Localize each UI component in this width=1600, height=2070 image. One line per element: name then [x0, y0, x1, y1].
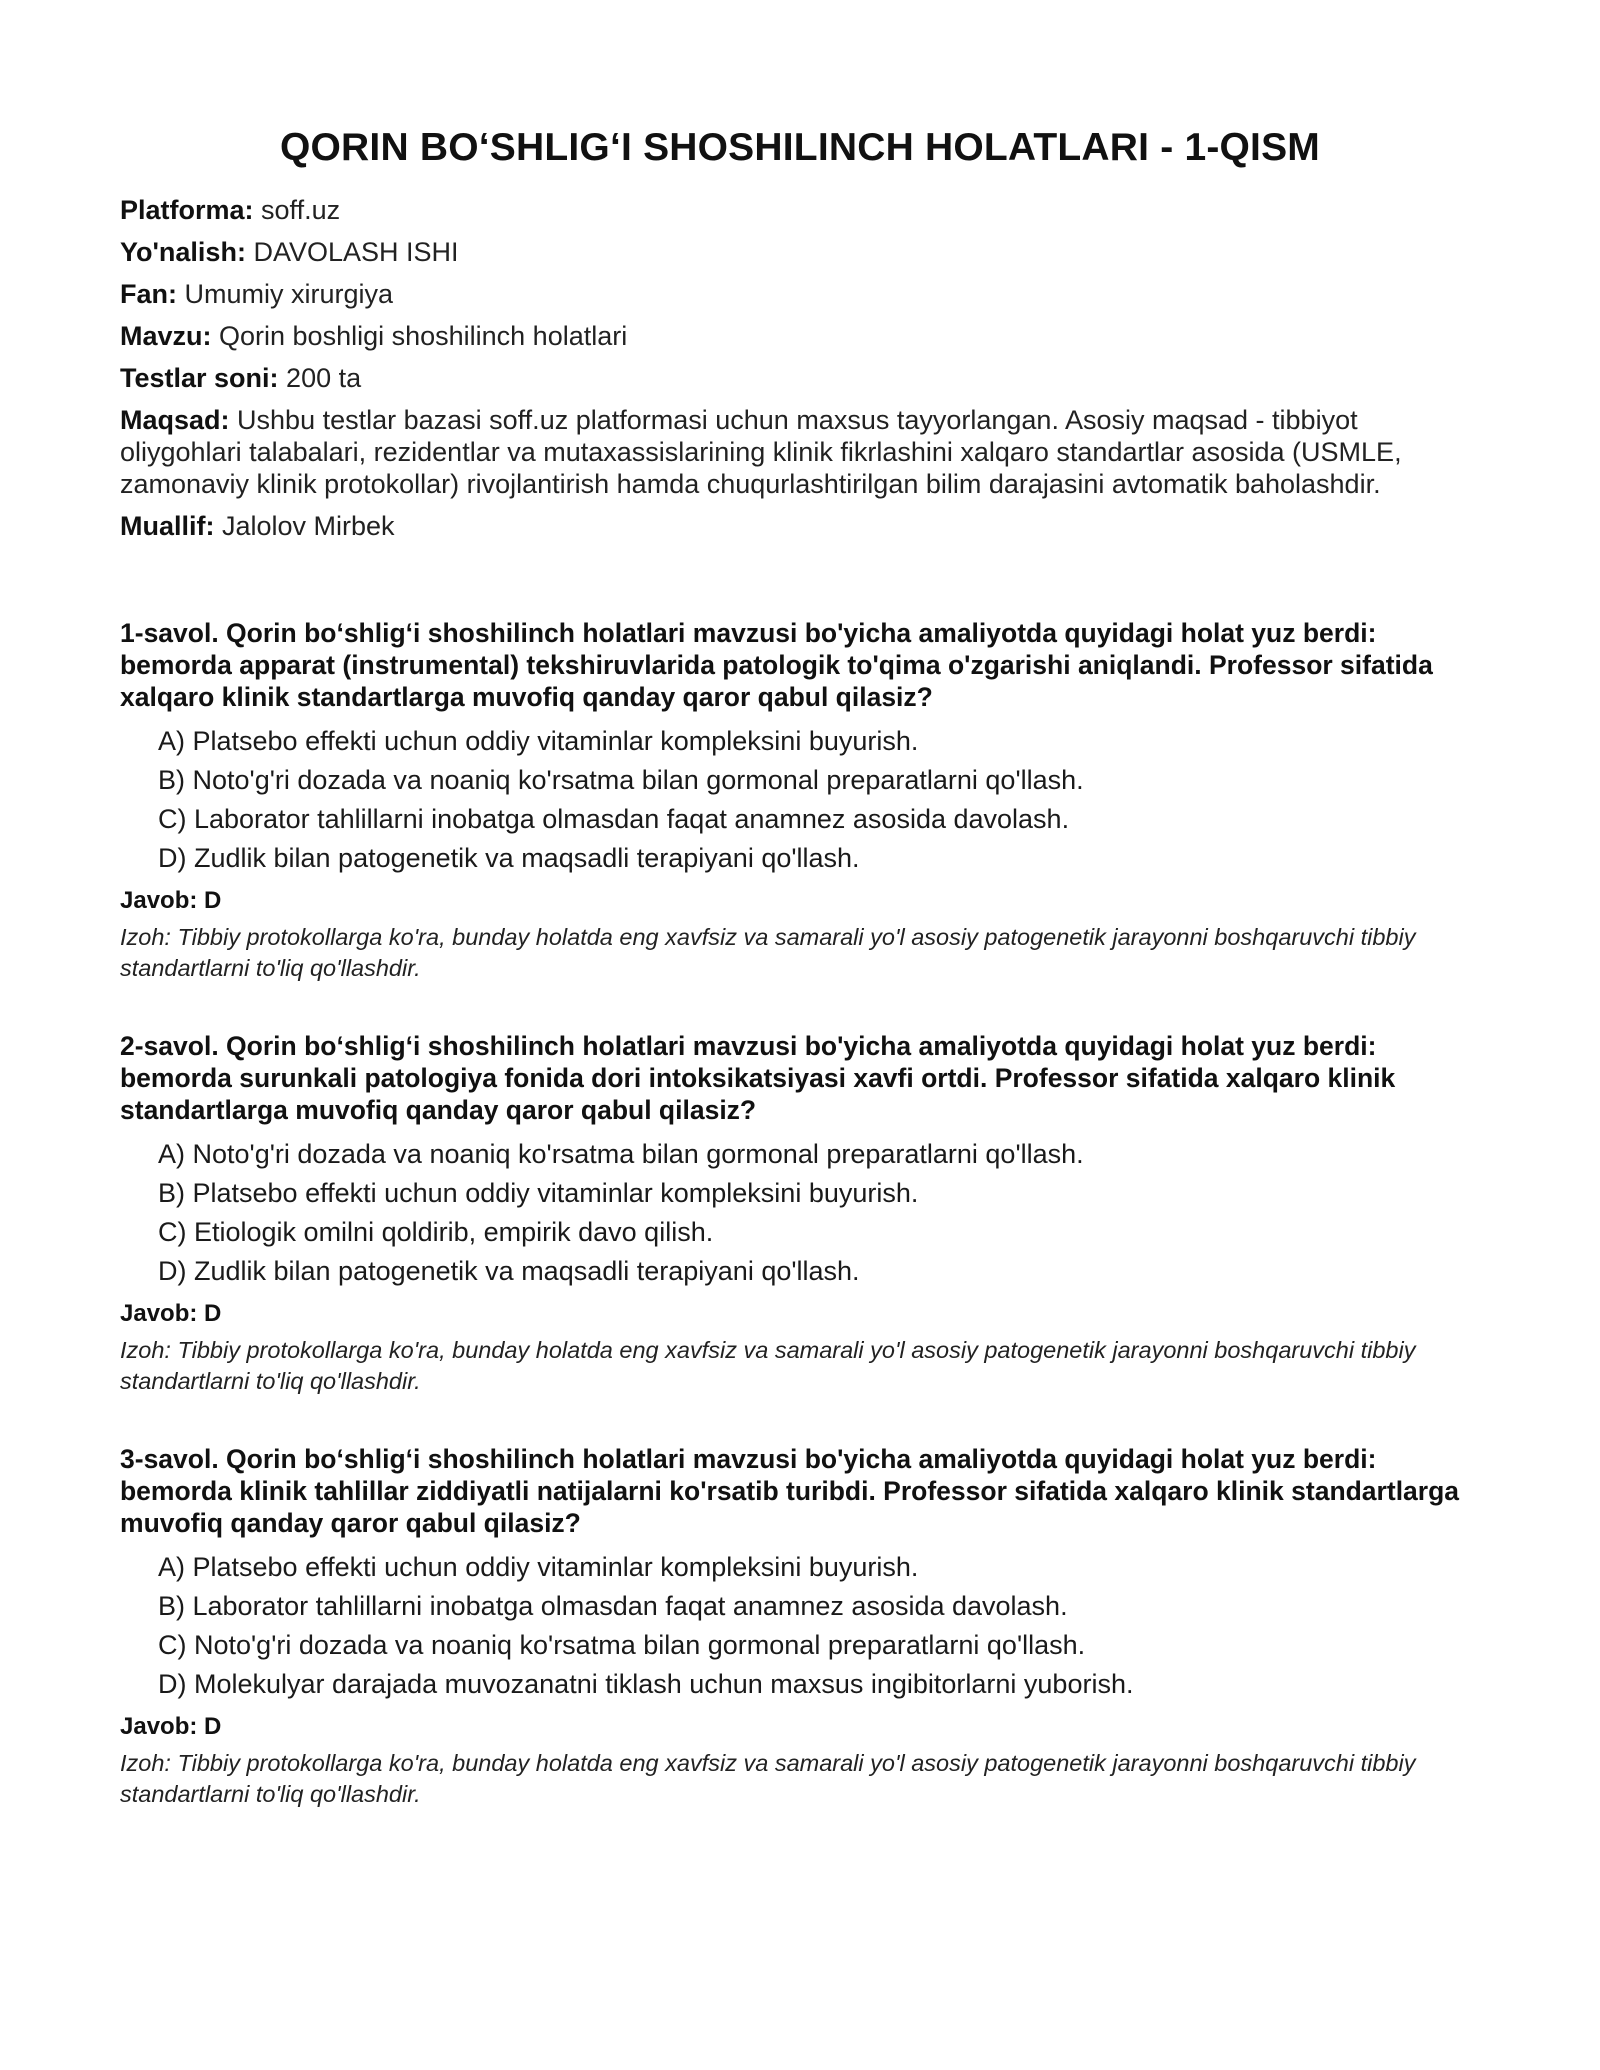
meta-direction — [120, 236, 1480, 268]
meta-author — [120, 510, 1480, 542]
answer-explanation: Izoh: Tibbiy protokollarga ko'ra, bunday holatda eng xavfsiz va samarali yo'l asosiy patogenetik jarayonni boshqaruvchi tibbiy standartlarni to'liq qo'llashdir. — [120, 1337, 1416, 1394]
correct-answer: Javob: D — [120, 1713, 222, 1740]
option-d: D) Zudlik bilan patogenetik va maqsadli terapiyani qo'llash. — [158, 843, 860, 873]
meta-test-count — [120, 362, 1480, 394]
meta-platform — [120, 194, 1480, 226]
meta-label: Maqsad: — [120, 405, 230, 435]
option-d: D) Zudlik bilan patogenetik va maqsadli terapiyani qo'llash. — [158, 1256, 860, 1286]
meta-purpose — [120, 404, 1480, 500]
meta-label: Testlar soni: — [120, 363, 279, 393]
question-item — [120, 617, 1480, 984]
question-item — [120, 1443, 1480, 1810]
answer-options — [120, 725, 1480, 874]
option-b: B) Platsebo effekti uchun oddiy vitaminlar kompleksini buyurish. — [158, 1178, 919, 1208]
question-text: 2-savol. Qorin bo‘shlig‘i shoshilinch holatlari mavzusi bo'yicha amaliyotda quyidagi holat yuz berdi: bemorda surunkali patologiya fonida dori intoksikatsiyasi xavfi ortdi. Professor sifatida xalqaro klinik standartlarga muvofiq qanday qaror qabul qilasiz? — [120, 1031, 1396, 1125]
meta-value: soff.uz — [253, 195, 341, 225]
option-c: C) Etiologik omilni qoldirib, empirik davo qilish. — [158, 1217, 714, 1247]
meta-label: Fan: — [120, 279, 177, 309]
meta-value: 200 ta — [278, 363, 362, 393]
meta-topic — [120, 320, 1480, 352]
question-text: 3-savol. Qorin bo‘shlig‘i shoshilinch holatlari mavzusi bo'yicha amaliyotda quyidagi holat yuz berdi: bemorda klinik tahlillar ziddiyatli natijalarni ko'rsatib turibdi. Professor sifatida xalqaro klinik standartlarga muvofiq qanday qaror qabul qilasiz? — [120, 1444, 1460, 1538]
meta-value: Qorin boshligi shoshilinch holatlari — [211, 321, 628, 351]
answer-options — [120, 1551, 1480, 1700]
meta-value: Ushbu testlar bazasi soff.uz platformasi uchun maxsus tayyorlangan. Asosiy maqsad - tibbiyot oliygohlari talabalari, rezidentlar va mutaxassislarining klinik fikrlashini xalqaro standartlar asosida (USMLE, zamonaviy klinik protokollar) rivojlantirish hamda chuqurlashtirilgan bilim darajasini avtomatik baholashdir. — [120, 405, 1402, 499]
option-a: A) Platsebo effekti uchun oddiy vitaminlar kompleksini buyurish. — [158, 726, 919, 756]
document-meta — [120, 194, 1480, 542]
option-b: B) Laborator tahlillarni inobatga olmasdan faqat anamnez asosida davolash. — [158, 1591, 1068, 1621]
meta-value: DAVOLASH ISHI — [245, 237, 459, 267]
option-c: C) Noto'g'ri dozada va noaniq ko'rsatma bilan gormonal preparatlarni qo'llash. — [158, 1630, 1086, 1660]
answer-explanation: Izoh: Tibbiy protokollarga ko'ra, bunday holatda eng xavfsiz va samarali yo'l asosiy patogenetik jarayonni boshqaruvchi tibbiy standartlarni to'liq qo'llashdir. — [120, 1750, 1416, 1807]
meta-label: Mavzu: — [120, 321, 212, 351]
question-text: 1-savol. Qorin bo‘shlig‘i shoshilinch holatlari mavzusi bo'yicha amaliyotda quyidagi holat yuz berdi: bemorda apparat (instrumental) tekshiruvlarida patologik to'qima o'zgarishi aniqlandi. Professor sifatida xalqaro klinik standartlarga muvofiq qanday qaror qabul qilasiz? — [120, 618, 1433, 712]
meta-label: Platforma: — [120, 195, 254, 225]
option-b: B) Noto'g'ri dozada va noaniq ko'rsatma bilan gormonal preparatlarni qo'llash. — [158, 765, 1084, 795]
option-a: A) Noto'g'ri dozada va noaniq ko'rsatma bilan gormonal preparatlarni qo'llash. — [158, 1139, 1084, 1169]
document-title: QORIN BO‘SHLIG‘I SHOSHILINCH HOLATLARI - 1-QISM — [279, 126, 1320, 169]
question-list — [120, 617, 1480, 1810]
meta-subject — [120, 278, 1480, 310]
meta-value: Jalolov Mirbek — [214, 511, 395, 541]
option-c: C) Laborator tahlillarni inobatga olmasdan faqat anamnez asosida davolash. — [158, 804, 1070, 834]
option-d: D) Molekulyar darajada muvozanatni tiklash uchun maxsus ingibitorlarni yuborish. — [158, 1669, 1134, 1699]
meta-label: Yo'nalish: — [120, 237, 246, 267]
correct-answer: Javob: D — [120, 887, 222, 914]
option-a: A) Platsebo effekti uchun oddiy vitaminlar kompleksini buyurish. — [158, 1552, 919, 1582]
correct-answer: Javob: D — [120, 1300, 222, 1327]
answer-options — [120, 1138, 1480, 1287]
meta-label: Muallif: — [120, 511, 215, 541]
question-item — [120, 1030, 1480, 1397]
meta-value: Umumiy xirurgiya — [177, 279, 394, 309]
answer-explanation: Izoh: Tibbiy protokollarga ko'ra, bunday holatda eng xavfsiz va samarali yo'l asosiy patogenetik jarayonni boshqaruvchi tibbiy standartlarni to'liq qo'llashdir. — [120, 924, 1416, 981]
